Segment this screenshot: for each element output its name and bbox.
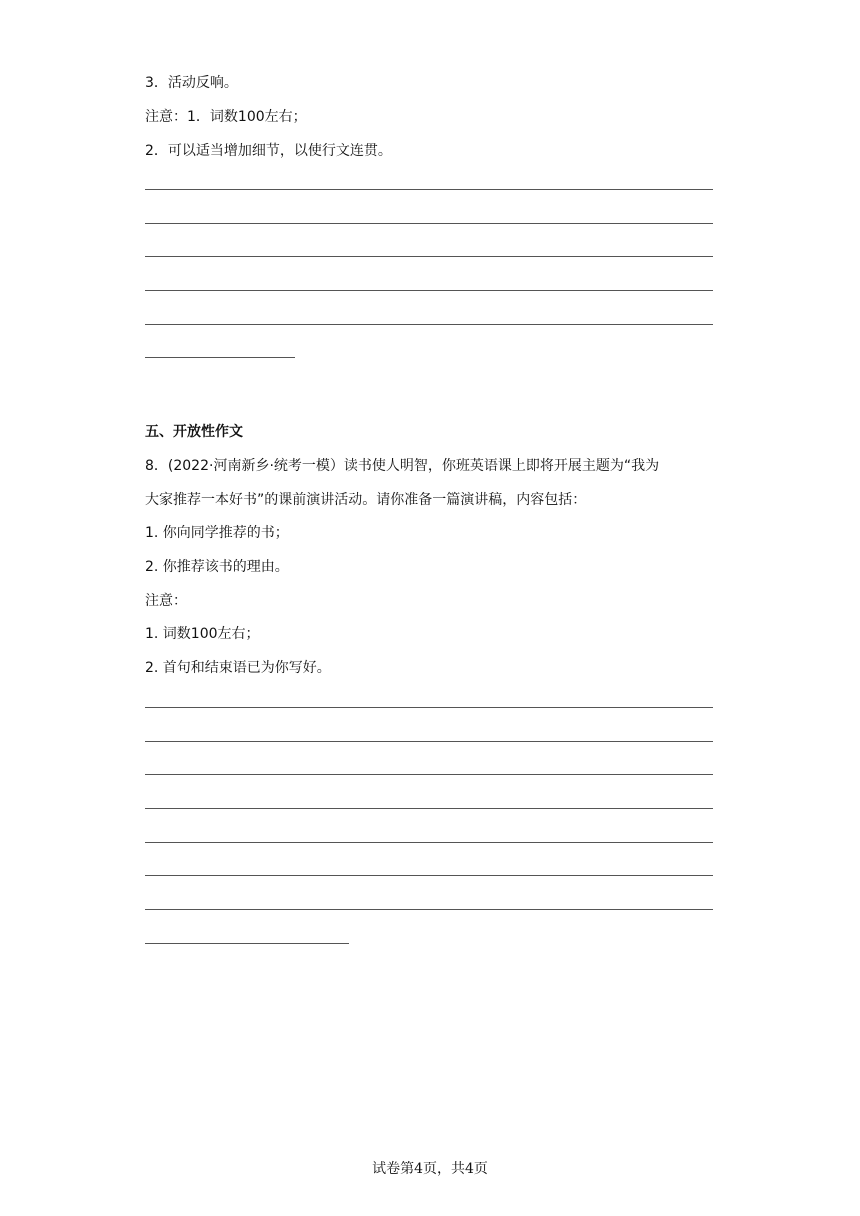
answer-line[interactable]	[145, 875, 713, 876]
item-3-text: 3．活动反响。	[145, 75, 238, 91]
note-word-count: 注意：1．词数100左右；	[145, 109, 307, 125]
answer-line[interactable]	[145, 774, 713, 775]
content-point-1: 1. 你向同学推荐的书；	[145, 525, 289, 541]
answer-line[interactable]	[145, 324, 713, 325]
answer-line[interactable]	[145, 808, 713, 809]
answer-line[interactable]	[145, 842, 713, 843]
question-8-line-1: 8．(2022·河南新乡·统考一模）读书使人明智，你班英语课上即将开展主题为“我为	[145, 458, 660, 474]
answer-line[interactable]	[145, 223, 713, 224]
answer-line[interactable]	[145, 909, 713, 910]
question-8-line-2: 大家推荐一本好书”的课前演讲活动。请你准备一篇演讲稿，内容包括：	[145, 492, 587, 508]
answer-line[interactable]	[145, 189, 713, 190]
answer-line[interactable]	[145, 290, 713, 291]
answer-line[interactable]	[145, 741, 713, 742]
answer-line[interactable]	[145, 707, 713, 708]
content-point-2: 2. 你推荐该书的理由。	[145, 559, 289, 575]
answer-line-short[interactable]	[145, 943, 349, 944]
page-number: 试卷第4页，共4页	[372, 1161, 488, 1177]
note-label: 注意：	[145, 593, 187, 609]
note-word-count: 1. 词数100左右；	[145, 626, 260, 642]
note-opening-closing: 2. 首句和结束语已为你写好。	[145, 660, 331, 676]
section-heading: 五、开放性作文	[145, 424, 243, 440]
note-add-details: 2．可以适当增加细节，以使行文连贯。	[145, 143, 392, 159]
answer-line-short[interactable]	[145, 357, 295, 358]
answer-line[interactable]	[145, 256, 713, 257]
